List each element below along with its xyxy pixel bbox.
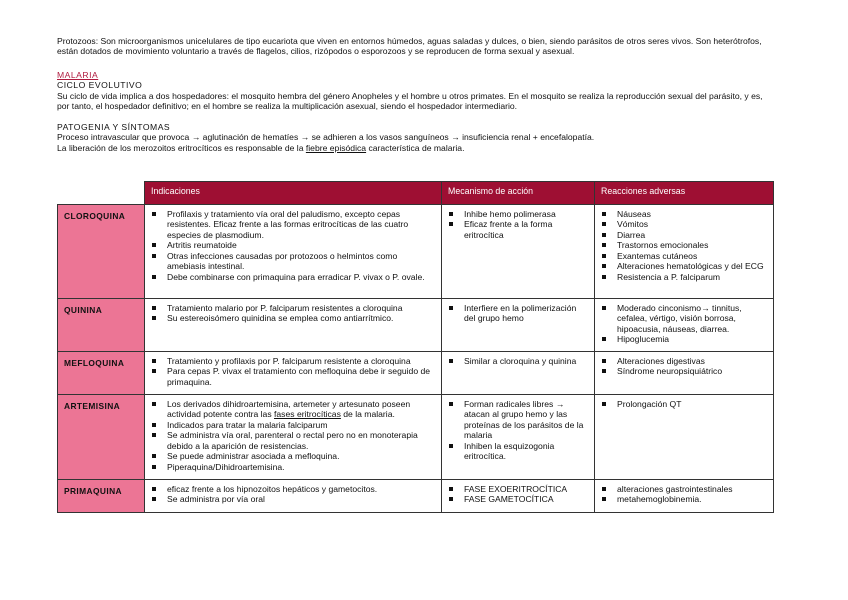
header-reacciones: Reacciones adversas: [595, 182, 774, 205]
list-item: eficaz frente a los hipnozoitos hepáticos y gametocitos.: [149, 484, 437, 494]
list-item: FASE GAMETOCÍTICA: [446, 494, 590, 504]
list-item: [149, 399, 437, 420]
list-item: Náuseas: [599, 209, 769, 219]
indicaciones-cell: [145, 395, 442, 480]
list-item: Inhibe hemo polimerasa: [446, 209, 590, 219]
list-item: Inhiben la esquizogonia eritrocítica.: [446, 441, 590, 462]
indicaciones-cell: [145, 299, 442, 352]
list-item: Su estereoisómero quinidina se emplea como antiarrítmico.: [149, 313, 437, 323]
list-item: metahemoglobinemia.: [599, 494, 769, 504]
antimalarial-drug-table: [57, 181, 774, 513]
mecanismo-cell: [442, 480, 595, 513]
table-row: [58, 480, 774, 513]
list-item: Hipoglucemia: [599, 334, 769, 344]
table-row: [58, 352, 774, 395]
reacciones-cell: [595, 352, 774, 395]
list-item: Indicados para tratar la malaria falciparum: [149, 420, 437, 430]
drug-name-mefloquina: MEFLOQUINA: [58, 352, 145, 395]
list-item: Piperaquina/Dihidroartemisina.: [149, 462, 437, 472]
artemisina-text-start: Los derivados dihidroartemisina, artemeter y artesunato poseen actividad potente contra las: [167, 399, 411, 420]
patogenia-line-2: [57, 143, 773, 153]
drug-name-quinina: QUININA: [58, 299, 145, 352]
list-item: Tratamiento malario por P. falciparum resistentes a cloroquina: [149, 303, 437, 313]
indicaciones-cell: [145, 352, 442, 395]
list-item: FASE EXOERITROCÍTICA: [446, 484, 590, 494]
mecanismo-cell: [442, 395, 595, 480]
patogenia-line-2-start: La liberación de los merozoitos eritrocíticos es responsable de la: [57, 142, 306, 153]
list-item: Síndrome neuropsiquiátrico: [599, 366, 769, 376]
table-row: [58, 395, 774, 480]
table-row: [58, 299, 774, 352]
list-item: Exantemas cutáneos: [599, 251, 769, 261]
indicaciones-cell: [145, 205, 442, 299]
header-blank-cell: [58, 182, 145, 205]
table-header-row: [58, 182, 774, 205]
patogenia-heading: PATOGENIA Y SÍNTOMAS: [57, 121, 171, 132]
header-mecanismo: Mecanismo de acción: [442, 182, 595, 205]
list-item: Resistencia a P. falciparum: [599, 272, 769, 282]
list-item: Se puede administrar asociada a mefloquina.: [149, 451, 437, 461]
list-item: Prolongación QT: [599, 399, 769, 409]
table-row: [58, 205, 774, 299]
list-item: Tratamiento y profilaxis por P. falciparum resistente a cloroquina: [149, 356, 437, 366]
list-item: Artritis reumatoide: [149, 240, 437, 250]
list-item: Diarrea: [599, 230, 769, 240]
reacciones-cell: [595, 480, 774, 513]
list-item: Se administra por vía oral: [149, 494, 437, 504]
intro-paragraph: Protozoos: Son microorganismos unicelulares de tipo eucariota que viven en entornos húmedos, aguas saladas y dulces, o bien, siendo parásitos de otros seres vivos. Son heterótrofos, están dotados de movimiento voluntario a través de flagelos, cilios, rizópodos o esporozoos y se reproducen de forma sexual y asexual.: [57, 36, 762, 57]
malaria-title: MALARIA: [57, 69, 99, 80]
ciclo-evolutivo-heading: CICLO EVOLUTIVO: [57, 80, 143, 91]
list-item: Se administra vía oral, parenteral o rectal pero no en monoterapia debido a la aparición de resistencias.: [149, 430, 437, 451]
fiebre-episodica-link: fiebre episódica: [305, 142, 367, 153]
list-item: Moderado cinconismo→ tinnitus, cefalea, vértigo, visión borrosa, hipoacusia, náuseas, diarrea.: [599, 303, 769, 334]
list-item: Otras infecciones causadas por protozoos o helmintos como amebiasis intestinal.: [149, 251, 437, 272]
list-item: Forman radicales libres → atacan al grupo hemo y las proteínas de los parásitos de la malaria: [446, 399, 590, 441]
list-item: Similar a cloroquina y quinina: [446, 356, 590, 366]
ciclo-evolutivo-text: Su ciclo de vida implica a dos hospedadores: el mosquito hembra del género Anopheles y el hombre u otros primates. En el mosquito se realiza la reproducción sexual del parásito, y es, por tanto, el hospedador definitivo; en el hombre se realiza la multiplicación asexual, siendo el hospedador intermediario.: [57, 90, 763, 112]
indicaciones-cell: [145, 480, 442, 513]
mecanismo-cell: [442, 205, 595, 299]
drug-name-cloroquina: CLOROQUINA: [58, 205, 145, 299]
list-item: Alteraciones hematológicas y del ECG: [599, 261, 769, 271]
drug-name-artemisina: ARTEMISINA: [58, 395, 145, 480]
reacciones-cell: [595, 299, 774, 352]
header-indicaciones: Indicaciones: [145, 182, 442, 205]
list-item: Debe combinarse con primaquina para erradicar P. vivax o P. ovale.: [149, 272, 437, 282]
list-item: Para cepas P. vivax el tratamiento con mefloquina debe ir seguido de primaquina.: [149, 366, 437, 387]
artemisina-text-end: de la malaria.: [340, 409, 395, 420]
drug-name-primaquina: PRIMAQUINA: [58, 480, 145, 513]
patogenia-line-1: Proceso intravascular que provoca → aglutinación de hematíes → se adhieren a los vasos sanguíneos → insuficiencia renal + encefalopatía.: [57, 132, 595, 143]
list-item: Interfiere en la polimerización del grupo hemo: [446, 303, 590, 324]
reacciones-cell: [595, 205, 774, 299]
list-item: Trastornos emocionales: [599, 240, 769, 250]
fases-eritrociticas-link: fases eritrocíticas: [274, 409, 341, 420]
reacciones-cell: [595, 395, 774, 480]
mecanismo-cell: [442, 352, 595, 395]
patogenia-line-2-end: característica de malaria.: [366, 142, 465, 153]
list-item: Profilaxis y tratamiento vía oral del paludismo, excepto cepas resistentes. Eficaz frente a las formas eritrocíticas de las cuatro especies de plasmodium.: [149, 209, 437, 240]
document-body: [57, 36, 773, 153]
list-item: Eficaz frente a la forma eritrocítica: [446, 219, 590, 240]
list-item: Alteraciones digestivas: [599, 356, 769, 366]
list-item: Vómitos: [599, 219, 769, 229]
list-item: alteraciones gastrointestinales: [599, 484, 769, 494]
mecanismo-cell: [442, 299, 595, 352]
